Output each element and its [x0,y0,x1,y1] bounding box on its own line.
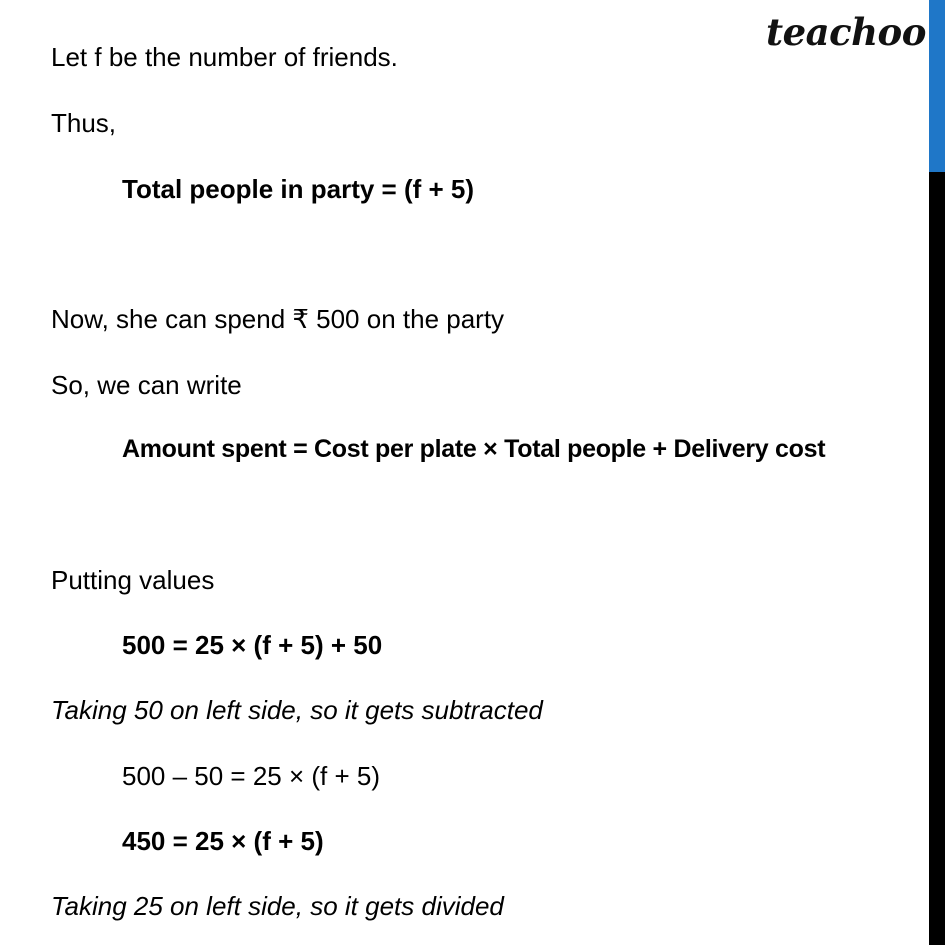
equation-substituted: 500 = 25 × (f + 5) + 50 [122,630,383,660]
text-line-define-f: Let f be the number of friends. [51,42,398,72]
equation-total-people: Total people in party = (f + 5) [122,174,475,204]
equation-amount-spent: Amount spent = Cost per plate × Total people + Delivery cost [122,435,826,463]
side-bar-accent [929,0,945,172]
note-subtract-50: Taking 50 on left side, so it gets subtracted [51,695,543,725]
text-line-spend: Now, she can spend ₹ 500 on the party [51,304,505,334]
equation-step-subtract: 500 – 50 = 25 × (f + 5) [122,761,381,791]
slide-side-bar [929,0,945,945]
text-line-putting-values: Putting values [51,565,215,595]
text-line-thus: Thus, [51,108,117,138]
teachoo-logo: teachoo [766,10,926,54]
note-divide-25: Taking 25 on left side, so it gets divided [51,891,504,921]
text-line-we-can-write: So, we can write [51,370,242,400]
equation-450: 450 = 25 × (f + 5) [122,826,324,856]
